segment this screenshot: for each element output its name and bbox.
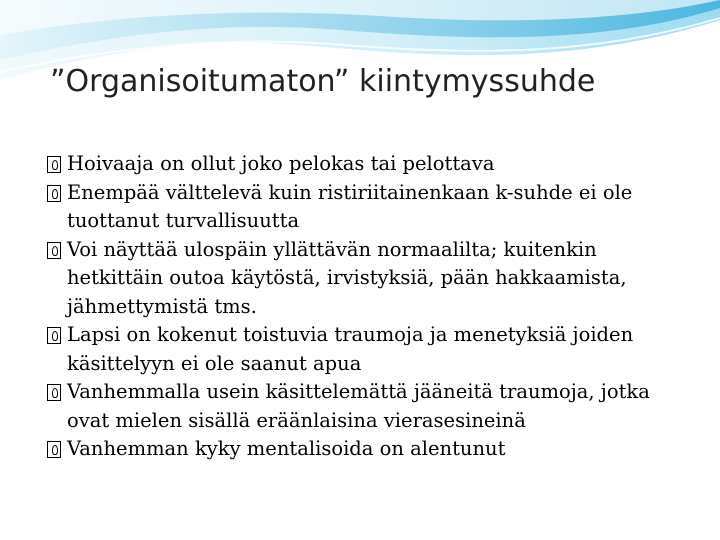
missing-glyph-icon: [47, 384, 61, 401]
missing-glyph-icon: [47, 441, 61, 458]
bullet-text: Vanhemman kyky mentalisoida on alentunut: [67, 437, 506, 460]
bullet-item: [46, 179, 686, 236]
missing-glyph-icon: [47, 185, 61, 202]
bullet-text: Vanhemmalla usein käsittelemättä jääneitä traumoja, jotka ovat mielen sisällä eräänlaisina vierasesineinä: [67, 380, 650, 432]
bullet-item: [46, 321, 686, 378]
bullet-text: Voi näyttää ulospäin yllättävän normaalilta; kuitenkin hetkittäin outoa käytöstä, irvistyksiä, pään hakkaamista, jähmettymistä tms.: [67, 237, 627, 318]
bullet-text: Enempää välttelevä kuin ristiriitainenkaan k-suhde ei ole tuottanut turvallisuutta: [67, 180, 633, 232]
missing-glyph-icon: [47, 156, 61, 173]
missing-glyph-icon: [47, 242, 61, 259]
bullet-list: [46, 150, 686, 464]
bullet-item: [46, 150, 686, 179]
missing-glyph-icon: [47, 327, 61, 344]
bullet-text: Lapsi on kokenut toistuvia traumoja ja menetyksiä joiden käsittelyyn ei ole saanut apua: [67, 323, 634, 375]
bullet-text: Hoivaaja on ollut joko pelokas tai pelottava: [67, 152, 495, 175]
bullet-item: [46, 378, 686, 435]
bullet-item: [46, 236, 686, 322]
slide-title: ”Organisoitumaton” kiintymyssuhde: [50, 64, 596, 99]
bullet-item: [46, 435, 686, 464]
